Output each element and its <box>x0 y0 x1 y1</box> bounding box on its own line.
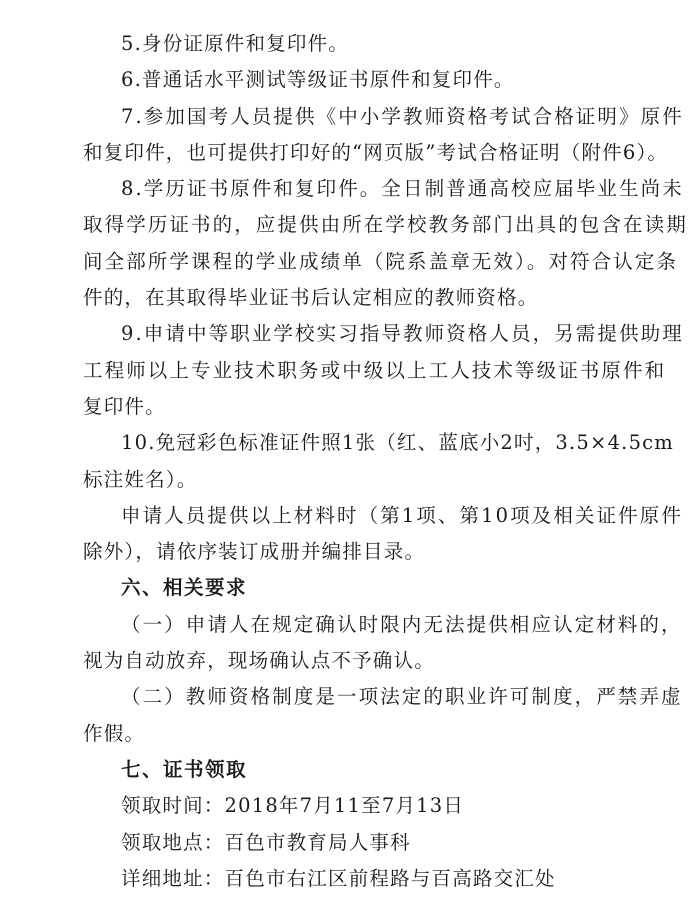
pickup-time: 领取时间：2018年7月11至7月13日 <box>121 794 465 818</box>
section-heading-7: 七、证书领取 <box>121 757 248 781</box>
item-8-line-2: 取得学历证书的，应提供由所在学校教务部门出具的包含在读期 <box>83 213 688 237</box>
pickup-location: 领取地点：百色市教育局人事科 <box>121 830 411 854</box>
item-6: 6.普通话水平测试等级证书原件和复印件。 <box>121 68 515 92</box>
section-heading-6: 六、相关要求 <box>121 576 248 600</box>
item-10-line-1: 10.免冠彩色标准证件照1张（红、蓝底小2吋，3.5×4.5cm <box>121 431 674 455</box>
item-9-line-3: 复印件。 <box>83 394 166 418</box>
item-9-line-1: 9.申请中等职业学校实习指导教师资格人员，另需提供助理 <box>121 322 684 346</box>
item-9-line-2: 工程师以上专业技术职务或中级以上工人技术等级证书原件和 <box>83 358 667 382</box>
item-5: 5.身份证原件和复印件。 <box>121 32 350 55</box>
requirement-1-line-1: （一）申请人在规定确认时限内无法提供相应认定材料的， <box>121 612 683 636</box>
requirement-1-line-2: 视为自动放弃，现场确认点不予确认。 <box>83 649 435 673</box>
item-8-line-3: 间全部所学课程的学业成绩单（院系盖章无效）。对符合认定条 <box>83 249 679 273</box>
item-7-line-1: 7.参加国考人员提供《中小学教师资格考试合格证明》原件 <box>121 104 684 128</box>
item-10-line-2: 标注姓名）。 <box>83 467 198 491</box>
note-line-1: 申请人员提供以上材料时（第1项、第10项及相关证件原件 <box>121 503 683 527</box>
requirement-2-line-2: 作假。 <box>83 721 146 745</box>
note-line-2: 除外），请依序装订成册并编排目录。 <box>83 540 426 564</box>
pickup-address: 详细地址：百色市右江区前程路与百高路交汇处 <box>121 866 556 890</box>
item-8-line-1: 8.学历证书原件和复印件。全日制普通高校应届毕业生尚未 <box>121 177 684 201</box>
requirement-2-line-1: （二）教师资格制度是一项法定的职业许可制度，严禁弄虚 <box>121 685 683 709</box>
item-7-line-2: 和复印件，也可提供打印好的“网页版”考试合格证明（附件6）。 <box>83 140 669 164</box>
item-8-line-4: 件的，在其取得毕业证书后认定相应的教师资格。 <box>83 286 539 310</box>
